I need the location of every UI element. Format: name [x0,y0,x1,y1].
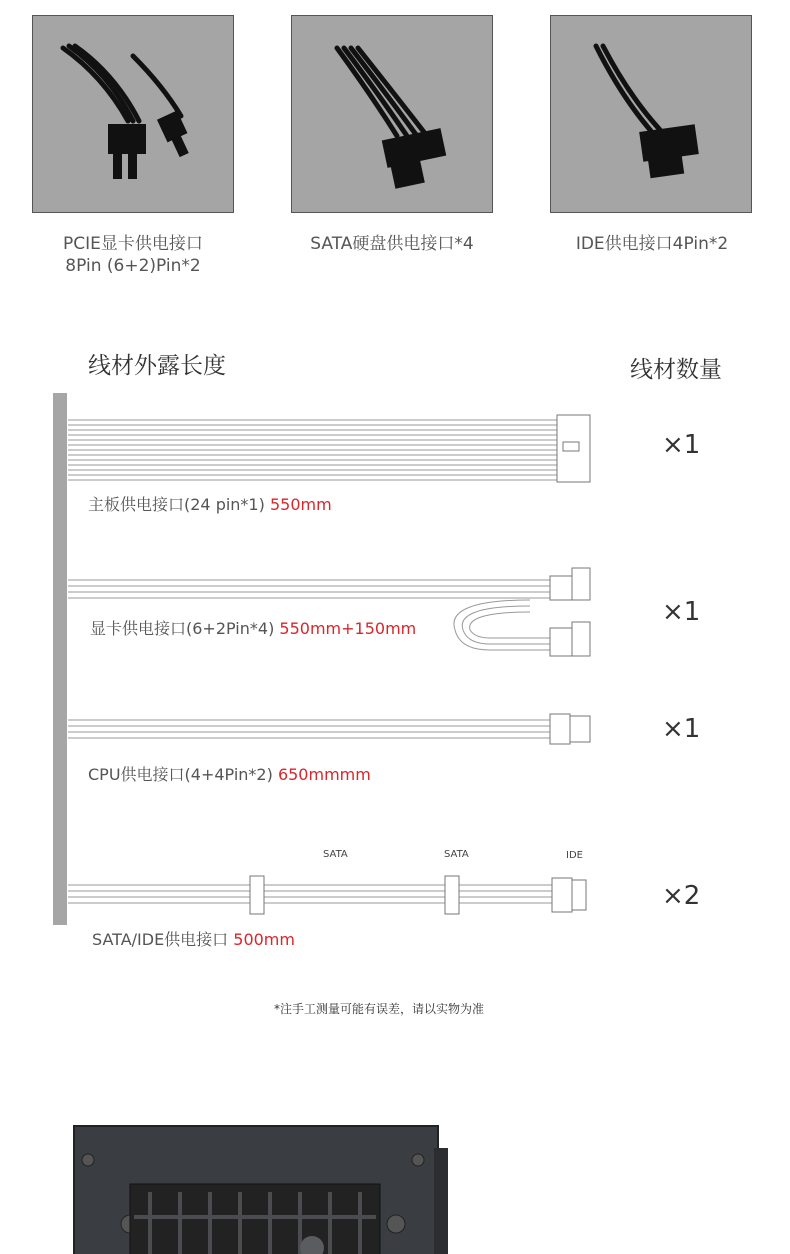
qty-cpu: ×1 [662,714,701,744]
ide-connector-photo [550,15,752,213]
count-heading: 线材数量 [630,357,722,383]
cable-length: 500mm [233,930,295,949]
cable-name: CPU供电接口(4+4Pin*2) [88,765,278,784]
length-heading: 线材外露长度 [88,353,226,379]
cable-name: 主板供电接口(24 pin*1) [88,495,270,514]
ide-cable-icon [551,16,751,212]
cable-label-motherboard [88,492,332,515]
pcie-caption-name: PCIE显卡供电接口 [63,234,203,254]
cable-length: 550mm [269,495,332,514]
psu-photo [70,1122,450,1254]
motherboard-cable [68,415,590,482]
sata-cable-icon [292,16,492,212]
cable-length: 650mmmm [277,765,371,784]
cable-label-cpu [88,762,371,785]
pcie-caption-spec: 8Pin (6+2)Pin*2 [65,256,201,276]
sata-tag-2: SATA [444,849,469,860]
sata-connector-photo [291,15,493,213]
pcie-cable-icon [33,16,233,212]
cpu-cable [68,714,590,744]
measurement-note: *注手工测量可能有误差，请以实物为准 [273,1002,484,1016]
gpu-cable [68,568,590,656]
pcie-caption [20,233,246,277]
cable-length: 550mm+150mm [279,619,417,638]
ide-caption: IDE供电接口4Pin*2 [575,234,729,254]
cable-name: 显卡供电接口(6+2Pin*4) [90,619,280,638]
pcie-connector-photo [32,15,234,213]
ide-tag: IDE [566,850,583,861]
sata-tag-1: SATA [323,849,348,860]
cable-name: SATA/IDE供电接口 [92,930,234,949]
qty-motherboard: ×1 [662,430,701,460]
qty-sata-ide: ×2 [662,881,701,911]
cable-label-gpu [90,616,416,639]
sata-caption: SATA硬盘供电接口*4 [310,234,474,254]
sata-ide-cable [68,876,586,914]
cable-label-sata-ide [92,927,295,950]
qty-gpu: ×1 [662,597,701,627]
